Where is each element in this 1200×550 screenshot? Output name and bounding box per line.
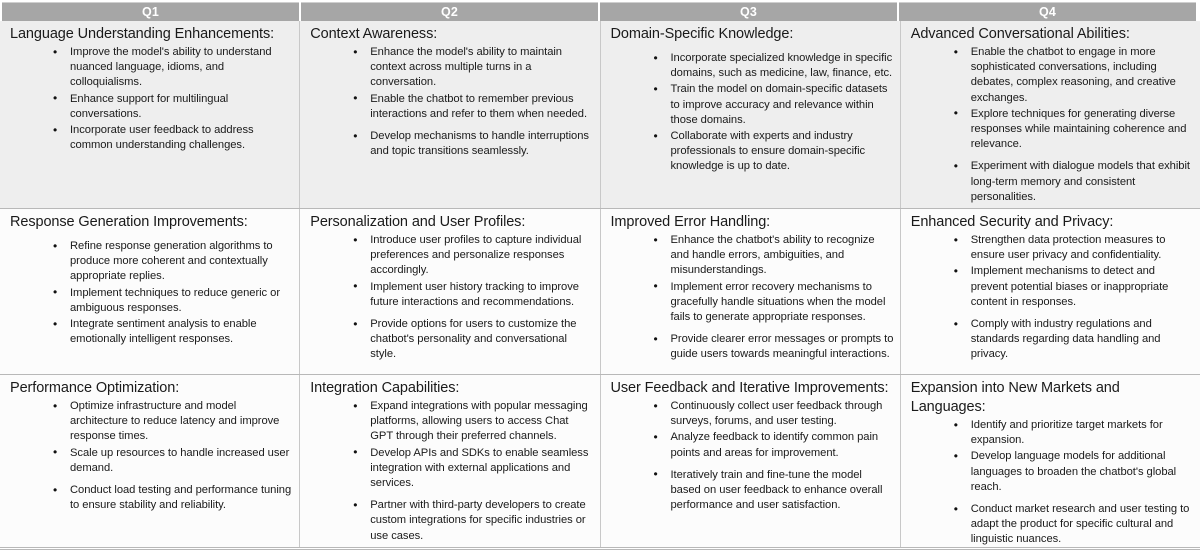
cell-title: Personalization and User Profiles: [310, 214, 526, 230]
list-item: • Scale up resources to handle increased user demand. [8, 446, 293, 476]
bullet-list [609, 51, 894, 175]
list-item: • Provide options for users to customize the chatbot's personality and conversational style. [308, 317, 593, 363]
list-item: • Implement techniques to reduce generic or ambiguous responses. [8, 286, 293, 316]
list-item: • Enable the chatbot to engage in more sophisticated conversations, including debates, complex reasoning, and creative exchanges. [909, 45, 1194, 106]
cell-q2-row2 [300, 209, 600, 374]
cell-q1-row1 [0, 21, 300, 208]
list-item: • Strengthen data protection measures to ensure user privacy and confidentiality. [909, 233, 1194, 263]
list-item: • Collaborate with experts and industry professionals to ensure domain-specific knowledge is up to date. [609, 129, 894, 175]
cell-title: Improved Error Handling: [610, 214, 771, 230]
cell-q2-row3 [300, 375, 600, 547]
cell-q4-row3 [901, 375, 1200, 547]
list-item: • Develop language models for additional languages to broaden the chatbot's global reach. [909, 449, 1194, 495]
list-item: • Enhance the chatbot's ability to recognize and handle errors, ambiguities, and misunderstandings. [609, 233, 894, 279]
cell-title: Expansion into New Markets and Languages: [910, 380, 1120, 415]
list-item: • Iteratively train and fine-tune the model based on user feedback to enhance overall performance and user satisfaction. [609, 468, 894, 514]
table-row [0, 21, 1200, 209]
list-item: • Enhance the model's ability to maintain context across multiple turns in a conversation. [308, 45, 593, 91]
cell-q4-row2 [901, 209, 1200, 374]
bullet-list [8, 45, 293, 153]
bullet-list [909, 418, 1194, 547]
list-item: • Introduce user profiles to capture individual preferences and personalize responses accordingly. [308, 233, 593, 279]
list-item: • Improve the model's ability to understand nuanced language, idioms, and colloquialisms. [8, 45, 293, 91]
table-header-row [0, 0, 1200, 21]
bullet-list [308, 399, 593, 544]
cell-title: Integration Capabilities: [310, 380, 460, 396]
list-item: • Incorporate user feedback to address common understanding challenges. [8, 123, 293, 153]
cell-title: User Feedback and Iterative Improvements: [610, 380, 889, 396]
table-row [0, 375, 1200, 548]
cell-q1-row3 [0, 375, 300, 547]
list-item: • Implement mechanisms to detect and prevent potential biases or inappropriate content in responses. [909, 264, 1194, 310]
bullet-list [308, 233, 593, 363]
table-body [0, 21, 1200, 550]
cell-q3-row3 [601, 375, 901, 547]
cell-q2-row1 [300, 21, 600, 208]
cell-q3-row1 [601, 21, 901, 208]
list-item: • Refine response generation algorithms to produce more coherent and contextually appropriate replies. [8, 239, 293, 285]
list-item: • Partner with third-party developers to create custom integrations for specific industries or use cases. [308, 498, 593, 544]
cell-q3-row2 [601, 209, 901, 374]
list-item: • Enable the chatbot to remember previous interactions and refer to them when needed. [308, 92, 593, 122]
list-item: • Expand integrations with popular messaging platforms, allowing users to access Chat GPT through their preferred channels. [308, 399, 593, 445]
column-header-q1: Q1 [2, 2, 299, 21]
cell-q1-row2 [0, 209, 300, 374]
bullet-list [8, 399, 293, 513]
cell-title: Enhanced Security and Privacy: [910, 214, 1114, 230]
bullet-list [909, 233, 1194, 363]
list-item: • Conduct market research and user testing to adapt the product for specific cultural and linguistic nuances. [909, 502, 1194, 547]
list-item: • Enhance support for multilingual conversations. [8, 92, 293, 122]
cell-title: Language Understanding Enhancements: [10, 26, 275, 42]
list-item: • Conduct load testing and performance tuning to ensure stability and reliability. [8, 483, 293, 513]
list-item: • Continuously collect user feedback through surveys, forums, and user testing. [609, 399, 894, 429]
list-item: • Integrate sentiment analysis to enable emotionally intelligent responses. [8, 317, 293, 347]
list-item: • Comply with industry regulations and standards regarding data handling and privacy. [909, 317, 1194, 363]
bullet-list [8, 239, 293, 347]
bullet-list [308, 45, 593, 159]
list-item: • Train the model on domain-specific datasets to improve accuracy and relevance within those domains. [609, 82, 894, 128]
list-item: • Experiment with dialogue models that exhibit long-term memory and consistent personalities. [909, 159, 1194, 205]
cell-title: Performance Optimization: [10, 380, 180, 396]
list-item: • Identify and prioritize target markets for expansion. [909, 418, 1194, 448]
cell-title: Advanced Conversational Abilities: [910, 26, 1130, 42]
cell-title: Context Awareness: [310, 26, 438, 42]
cell-title: Response Generation Improvements: [10, 214, 248, 230]
list-item: • Optimize infrastructure and model architecture to reduce latency and improve response times. [8, 399, 293, 445]
bullet-list [609, 399, 894, 513]
column-header-q4: Q4 [899, 2, 1196, 21]
cell-title: Domain-Specific Knowledge: [610, 26, 794, 42]
list-item: • Develop mechanisms to handle interruptions and topic transitions seamlessly. [308, 129, 593, 159]
column-header-q3: Q3 [600, 2, 897, 21]
list-item: • Implement error recovery mechanisms to gracefully handle situations when the model fails to generate appropriate responses. [609, 280, 894, 326]
table-row [0, 209, 1200, 375]
bullet-list [609, 233, 894, 363]
list-item: • Explore techniques for generating diverse responses while maintaining coherence and relevance. [909, 107, 1194, 153]
list-item: • Develop APIs and SDKs to enable seamless integration with external applications and services. [308, 446, 593, 492]
bullet-list [909, 45, 1194, 205]
list-item: • Incorporate specialized knowledge in specific domains, such as medicine, law, finance, etc. [609, 51, 894, 81]
list-item: • Analyze feedback to identify common pain points and areas for improvement. [609, 430, 894, 460]
column-header-q2: Q2 [301, 2, 598, 21]
list-item: • Provide clearer error messages or prompts to guide users towards meaningful interactions. [609, 332, 894, 362]
cell-q4-row1 [901, 21, 1200, 208]
list-item: • Implement user history tracking to improve future interactions and recommendations. [308, 280, 593, 310]
